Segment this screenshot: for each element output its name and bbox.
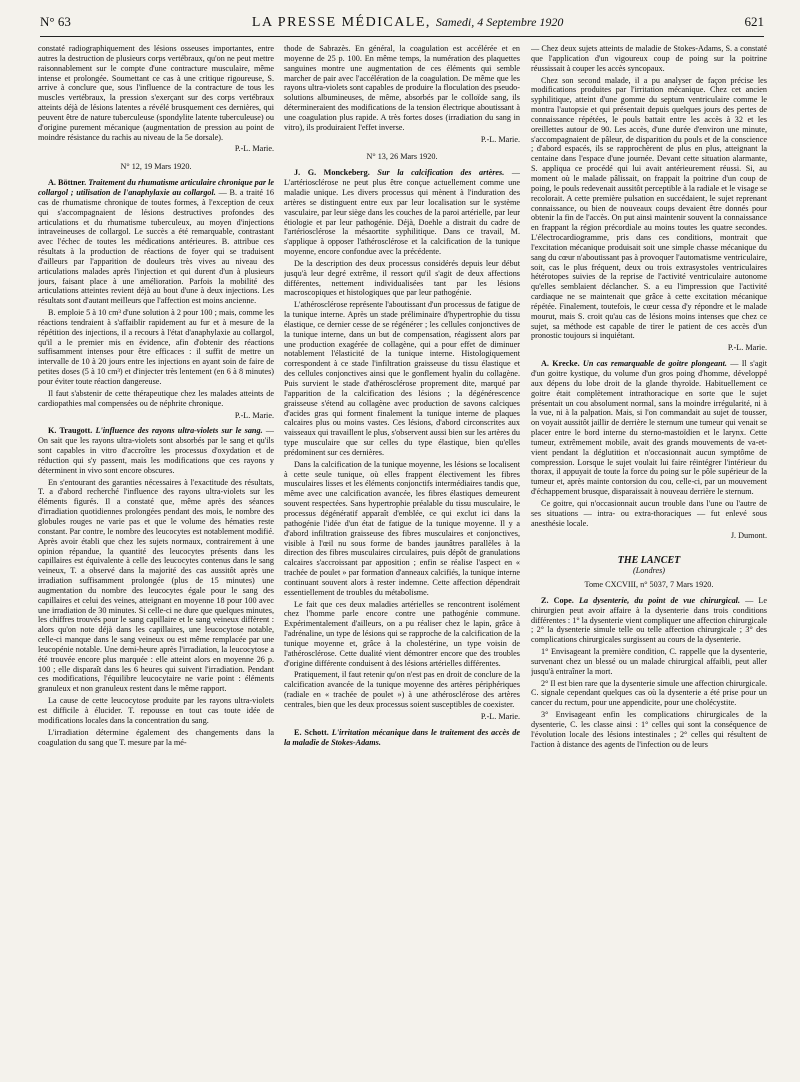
signature: P.-L. Marie. <box>234 144 274 154</box>
paragraph: B. emploie 5 à 10 cm³ d'une solution à 2 pour 100 ; mais, comme les réactions tendraient à s'affaiblir rapidement au fur et à mesure de la répétition des injections, il a recours à l'état d'anaphylaxie au collargol, qu'il a le premier mis en évidence, afin d'obtenir des réactions suffisamment intenses pour être efficaces : il suffit de mettre un intervalle de 10 à 20 jours entre les injections en ayant soin de faire de petites doses (5 à 10 cm³) et d'injecter très lentement (en 6 à 8 minutes) pour éviter toute réaction dangereuse. <box>38 308 274 386</box>
article-paragraph <box>38 178 274 306</box>
column-3 <box>531 44 767 1070</box>
signature: P.-L. Marie. <box>480 711 520 721</box>
paragraph: 1° Envisageant la première condition, C. rappelle que la dysenterie, survenant chez un blessé ou un malade chirurgical affaibli, peut aller jusqu'à entraîner la mort. <box>531 647 767 676</box>
article-title: Un cas remarquable de goitre plongeant. <box>582 359 727 369</box>
paragraph: 2° Il est bien rare que la dysenterie simule une affection chirurgicale. C. signale cependant quelques cas où la dysenterie a été prise pour un cancer du rectum, pour une appendicite, pour une cholécystite. <box>531 678 767 708</box>
paragraph: Le fait que ces deux maladies artérielles se rencontrent isolément chez l'homme parle encore contre une pathogénie commune. Expérimentalement d'ailleurs, on a pu réaliser chez le lapin, grâce à l'adrénaline, un type de lésions qui se rapproche de la calcification de la tunique moyenne et, grâce à la cholestérine, un type voisin de l'athérosclérose. Cette dualité vient démontrer encore que des troubles d'origine différente conduisent à des lésions artérielles différentes. <box>284 599 520 668</box>
signature: P.-L. Marie. <box>234 410 274 420</box>
article-paragraph <box>284 168 520 257</box>
article-text: — On sait que les rayons ultra-violets sont absorbés par le sang et qu'ils sont capables in vitro d'accroître les processus d'oxydation et de réduction qui s'y passent, mais les modifications que ces rayons y déterminent in vivo sont encore obscures. <box>38 426 274 475</box>
article-title: Sur la calcification des artères. <box>377 168 505 178</box>
article-title: L'influence des rayons ultra-violets sur le sang. <box>95 426 263 436</box>
issue-date: Samedi, 4 Septembre 1920 <box>435 15 564 29</box>
paragraph: Dans la calcification de la tunique moyenne, les lésions se localisent à cette seule tunique, où elles frappent électivement les fibres musculaires lisses et les éléments conjonctifs intermédiaires tandis que, même avec une calcification avancée, les fibres élastiques demeurent souvent respectées. Sans hypertrophie préalable du tissu musculaire, le processus dégénératif apparaît d'emblée, ce qui exclut ici dans la pathogénie l'idée d'un état de fatigue de la tunique moyenne. Il y a d'abord infiltration graisseuse des fibres musculaires et conjonctives, visible à l'œil nu sous forme de bandes jaunâtres parallèles à la direction des fibres musculaires circulaires, puis dépôt de granulations calcaires s'accroissant par apposition ; enfin se réalise l'aspect en « trachée de poulet » par formation d'anneaux calcifiés, la tunique interne continuant souvent alors à rester indemne. Cette affection dépendrait essentiellement de troubles du métabolisme. <box>284 459 520 597</box>
journal-name: LA PRESSE MÉDICALE, <box>251 15 431 30</box>
article-title: L'irritation mécanique dans le traitement des accès de la maladie de Stokes-Adams. <box>284 727 520 747</box>
article-author: E. Schott. <box>294 727 329 737</box>
article-paragraph <box>531 596 767 645</box>
paragraph: Ce goitre, qui n'occasionnait aucun trouble dans l'une ou l'autre de ses situations — intra- ou extra-thoraciques — fut enlevé sous anesthésie locale. <box>531 498 767 528</box>
signature: P.-L. Marie. <box>480 134 520 144</box>
journal-city: (Londres) <box>633 566 665 576</box>
column-2 <box>284 44 520 1070</box>
article-paragraph <box>531 359 767 497</box>
tome-heading: Tome CXCVIII, n° 5037, 7 Mars 1920. <box>584 580 714 590</box>
paragraph: De la description des deux processus considérés depuis leur début jusqu'à leur degré extrême, il ressort qu'il s'agit de deux affections différentes, nettement individualisées tant par les lésions macroscopiques et histologiques que par leur pathogénie. <box>284 258 520 298</box>
article-author: A. Böttner. <box>48 178 87 188</box>
issue-heading: N° 13, 26 Mars 1920. <box>366 152 438 162</box>
paragraph: L'irradiation détermine également des changements dans la coagulation du sang que T. mesure par la mé- <box>38 727 274 747</box>
article-text: — Il s'agit d'un goitre kystique, du volume d'un gros poing d'homme, développé aux dépens du lobe droit de la glande thyroïde. Habituellement ce goitre était complètement intrathoracique en sorte que le sujet présentait un cou absolument normal, sans la moindre irrégularité, ni à la vue, ni à la palpation. Mais, si l'on commandait au sujet de tousser, on voyait aussitôt jaillir de derrière le sternum une tumeur qui venait se placer entre le bord interne du sterno-mastoïdien et le larynx. Cette tumeur, extrêmement mobile, avait des grands mouvements de va-et-vient pendant la déglutition et n'occasionnait aucun symptôme de compression. Lorsque le sujet voulait lui faire réintégrer l'intérieur du thorax, il appuyait de toute la force du poing sur le pôle supérieur de la tumeur et, après mainte contorsion du cou, celle-ci, par un mouvement d'échappement brusque, disparaissait à nouveau derrière le sternum. <box>531 359 767 497</box>
issue-number: N° 63 <box>40 14 71 29</box>
paragraph: Il faut s'abstenir de cette thérapeutique chez les malades atteints de cardiopathies mal compensées ou de néphrite chronique. <box>38 388 274 408</box>
issue-heading: N° 12, 19 Mars 1920. <box>120 162 192 172</box>
paragraph: thode de Sabrazès. En général, la coagulation est accélérée et en moyenne de 25 p. 100. En même temps, la numération des plaquettes sanguines montre une augmentation de ces éléments qui semble marcher de pair avec l'accélération de la coagulation. De même que les rayons ultra-violets sont capables de produire la floculation des pseudo-solutions albumineuses, de même, absorbés par le colloïde sang, ils détermineraient des modifications de la tension électrique aboutissant à une coagulation plus rapide. A très fortes doses (irradiation du sang in vitro), ils produiraient l'effet inverse. <box>284 44 520 132</box>
article-author: Z. Cope. <box>541 595 574 605</box>
column-1 <box>38 44 274 1070</box>
page-header <box>40 14 764 37</box>
article-text: — B. a traité 16 cas de rhumatisme chronique de toutes formes, à l'exception de ceux qui s'accompagnaient de lésions destructives profondes des articulations et du rhumatisme tuberculeux, au moyen d'injections intraveineuses de collargol. Le succès a été remarquable, contrastant avec l'échec de toutes les médications antérieures. B. attribue ces résultats à la production de réactions de foyer qui se traduisent d'ailleurs par l'apparition de douleurs très vives au niveau des articulations malades après l'injection et qui durent d'un à plusieurs jours, faisant place à une amélioration. Parfois la mobilité des articulations atteintes revient déjà au bout d'une à deux injections. Les résultats sont d'autant meilleurs que l'affection est moins ancienne. <box>38 187 274 306</box>
article-paragraph <box>38 426 274 475</box>
article-author: K. Traugott. <box>48 426 93 436</box>
paragraph: constaté radiographiquement des lésions osseuses importantes, entre autres la destruction de plusieurs corps vertébraux, qu'on ne peut mettre raisonnablement sur le compte d'une contracture musculaire, même intense et prolongée. Soumettant ce cas à une critique rigoureuse, S. arrive à conclure que, sous l'influence de la contracture de tous les muscles vertébraux, la pression s'exerçant sur des corps vertébraux atteints déjà de lésions latentes a révélé brusquement ces dernières, qui peuvent être de nature tuberculeuse (spondylite latente tuberculeuse) ou d'origine purement mécanique (augmentation de pression au point de moindre résistance du rachis au niveau de la 5e dorsale). <box>38 44 274 142</box>
article-paragraph <box>284 728 520 748</box>
article-author: A. Krecke. <box>541 359 580 369</box>
paragraph: 3° Envisageant enfin les complications chirurgicales de la dysenterie, C. les classe ainsi : 1° celles qui sont la conséquence de l'évolution locale des lésions intestinales ; 2° celles qui résultent de l'action à distance des agents de l'infection ou de leurs <box>531 710 767 749</box>
paragraph: En s'entourant des garanties nécessaires à l'exactitude des résultats, T. a d'abord recherché l'influence des rayons ultra-violets sur les éléments figurés. Il a constaté que, même après des séances d'irradiation quotidiennes prolongées pendant des mois, le nombre des globules rouges ne varie pas et que le volume des hématies reste constant. Par contre, le nombre des leucocytes est notablement modifié. Après avoir établi que chez les sujets normaux, contrairement à une opinion répandue, la quantité des leucocytes présents dans les capillaires est équivalente à celle des leucocytes contenus dans le sang veineux, T. a observé dans la majorité des cas aussitôt après une irradiation suffisamment prolongée (plus de 15 minutes) une augmentation du nombre des leucocytes égale pour le sang des capillaires et celui des veines, atteignant en moyenne 18 pour 100 avec une irradiation de 30 minutes. Si celle-ci ne dure que quelques minutes, les chiffres trouvés pour le sang capillaire et le sang veineux diffèrent : alors qu'on note déjà dans les capillaires, une leucocytose notable, celle-ci manque dans le sang veineux ou est même remplacée par une leucopénie notable. Une demi-heure après l'irradiation, la leucocytose a été trouvée encore plus marquée : elle atteint alors en moyenne 26 p. 100 ; elle disparaît dans les 6 heures qui suivent l'irradiation. Pendant ces modifications, l'équilibre leucocytaire ne varie point : éléments granuleux et non granuleux restent dans le même rapport. <box>38 477 274 694</box>
signature: J. Dumont. <box>730 530 767 540</box>
article-text: — L'artériosclérose ne peut plus être conçue actuellement comme une maladie unique. Les divers processus qui mènent à l'induration des artères se distinguent entre eux par leur localisation sur le système vasculaire, par leur siège dans les couches de la paroi artérielle, par leur étiologie et par leur pathogénie. Déjà, Doehle a distrait du cadre de l'artériosclérose la mésaortite syphilitique. Dans ce travail, M. s'applique à opposer l'athérosclérose et la calcification de la tunique moyenne, encore confondue avec la précédente. <box>284 168 520 257</box>
paragraph: La cause de cette leucocytose produite par les rayons ultra-violets est difficile à élucider. T. repousse en tout cas toute idée de modifications locales dans la concentration du sang. <box>38 696 274 725</box>
paragraph: — Chez deux sujets atteints de maladie de Stokes-Adams, S. a constaté que l'application d'un vigoureux coup de poing sur la poitrine réussissait à couper les accès syncopaux. <box>531 44 767 73</box>
article-text: — Le chirurgien peut avoir affaire à la dysenterie dans trois conditions différentes : 1° la dysenterie vient compliquer une affection chirurgicale ; 2° la dysenterie simule telle ou telle affection chirurgicale ; 3° des complications chirurgicales surgissent au cours de la dysenterie. <box>531 595 767 645</box>
page-number: 621 <box>744 14 764 29</box>
journal-masthead <box>252 15 564 31</box>
signature: P.-L. Marie. <box>727 343 767 353</box>
paragraph: L'athérosclérose représente l'aboutissant d'un processus de fatigue de la tunique interne. Après un stade préliminaire d'hypertrophie du tissu élastique, ce dernier cesse de se régénérer ; les cellules conjonctives de la tunique interne, dans un but de compensation, réagissent alors par une production exagérée de collagène, qui a pour effet de diminuer notablement l'élasticité de la tunique interne. Histologiquement correspondent à ce stade l'infiltration graisseuse du tissu élastique et des cellules conjonctives ainsi que le gonflement hyalin du collagène. Puis survient le stade d'athérosclérose proprement dite, marqué par l'apparition de la calcification des lésions ; la dégénérescence graisseuse s'étend au collagène avec production de savons calciques d'acides gras qui forment finalement la tunique interne de plaques calcaires plus ou moins vastes. Ces lésions, d'abord circonscrites aux vaisseaux qui travaillent le plus, s'observent aussi bien sur les artères du type musculaire que sur celles du type élastique, bien qu'elles prédominent sur ces dernières. <box>284 300 520 457</box>
journal-heading: THE LANCET <box>617 555 681 567</box>
paragraph: Pratiquement, il faut retenir qu'on n'est pas en droit de conclure de la calcification avancée de la tunique moyenne des artères périphériques (radiale en « trachée de poulet ») à une athérosclérose des artères centrales, bien que les deux processus soient susceptibles de coexister. <box>284 670 520 709</box>
paragraph: Chez son second malade, il a pu analyser de façon précise les modifications produites par l'irritation mécanique. Chez cet ancien syphilitique, atteint d'une gomme du septum ventriculaire comme le montra l'autopsie et qui présentait depuis quelques jours des pertes de connaissance répétées, le pouls battait entre les accès à 32 et les oreillettes autour de 90. Les accès, d'une durée d'environ une minute, s'accompagnaient de pâleur, de disparition du pouls et de la conscience ; d'abord espacés, ils se rapprochèrent de plus en plus, atteignant la centaine dans l'espace d'une journée. Devant cette situation alarmante, S. appliqua ce procédé qui lui avait antérieurement réussi. Si, au moment où le malade pâlissait, on frappait la poitrine d'un coup de poing, le pouls redevenait aussitôt perceptible à la radiale et le visage se recolorait. A cette première pulsation en succédaient, le sujet reprenant connaissance, ou bien de nouveaux coups devaient être donnés pour obtenir la fin de l'accès. On put ainsi maintenir souvent la connaissance en frappant la région précordiale au moins toutes les quatre secondes. L'électrocardiogramme, pris dans ces conditions, montrait que l'excitation mécanique produisait soit une simple chasse mécanique du sang du cœur n'aboutissant pas à provoquer l'automatisme ventriculaire, soit, cas le plus fréquent, deux ou trois extrasystoles ventriculaires hétérotopes suivies de la reprise de l'activité ventriculaire autonome qu'elles semblaient déclancher. S. a eu l'impression que l'activité cardiaque ne se maintenait que grâce à cette excitation mécanique répétée. Finalement, toutefois, le cœur cessa d'y répondre et le malade mourut, mais S. croit qu'au cas de lésions moins intenses que chez ce sujet, sa méthode est capable de tirer le patient de ces accès d'un pronostic toujours si inquiétant. <box>531 75 767 341</box>
article-author: J. G. Monckeberg. <box>294 168 370 178</box>
article-title: La dysenterie, du point de vue chirurgical. <box>578 595 741 605</box>
article-title: Traitement du rhumatisme articulaire chronique par le collargol ; utilisation de l'anaphylaxie au collargol. <box>38 178 274 197</box>
